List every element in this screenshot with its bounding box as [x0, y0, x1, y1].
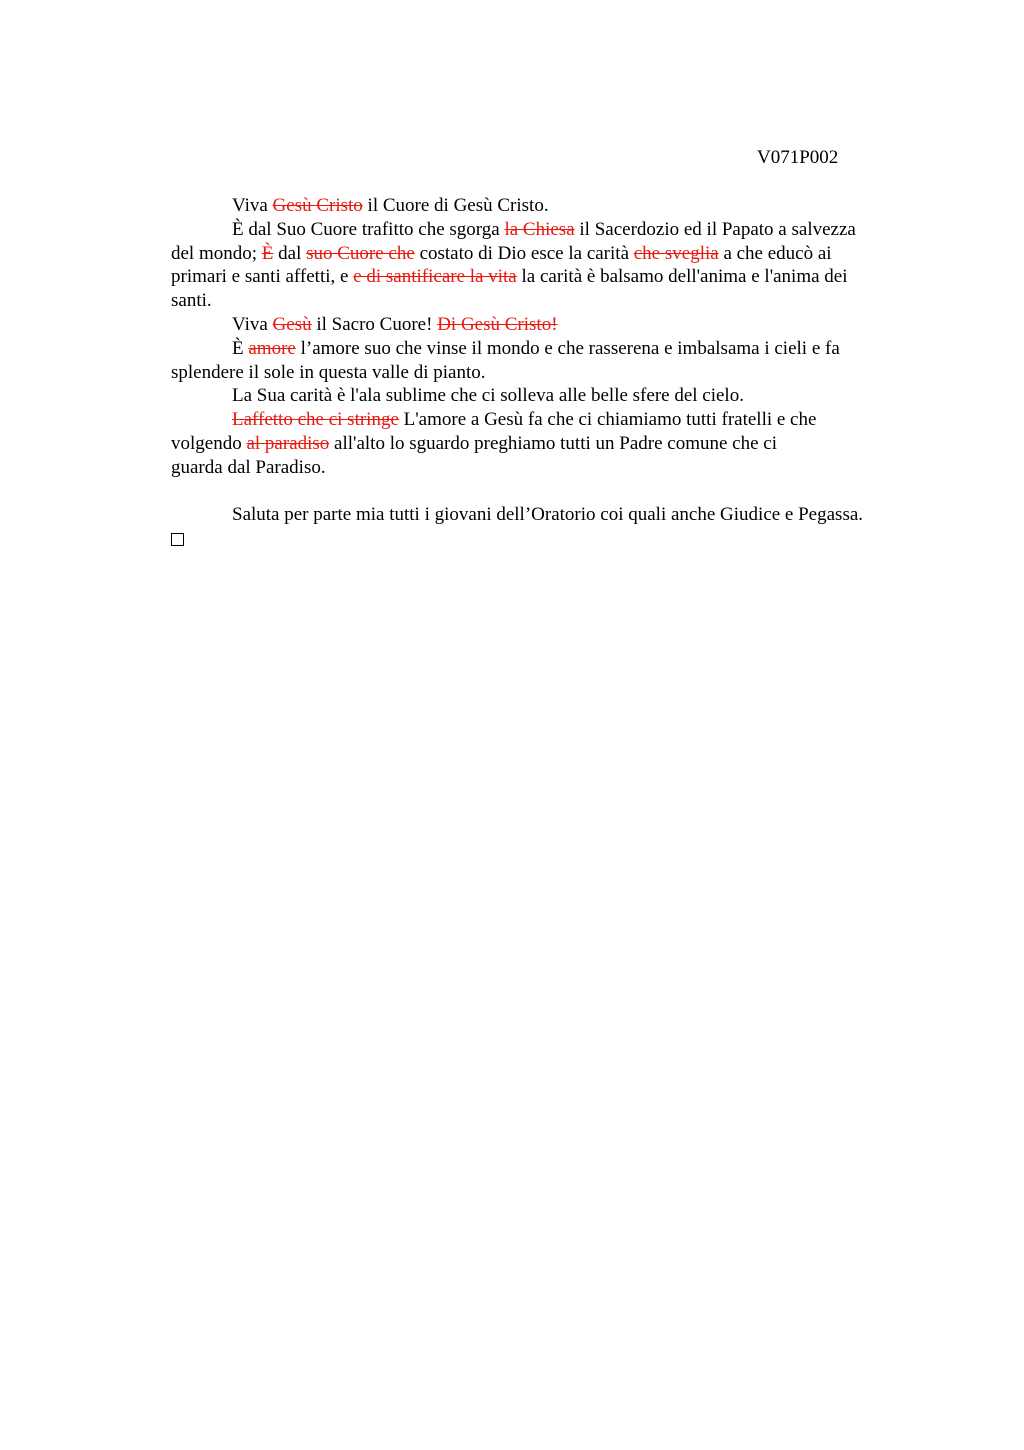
page-identifier: V071P002 — [757, 147, 839, 168]
paragraph-gap — [171, 480, 926, 504]
deleted-text: Gesù — [272, 313, 312, 335]
deleted-text: È — [261, 242, 274, 264]
text-segment: costato di Dio esce la carità — [414, 242, 634, 264]
paragraph — [171, 313, 926, 337]
text-line — [110, 456, 926, 480]
text-segment: a che educò ai — [718, 242, 832, 264]
text-line — [171, 218, 926, 242]
paragraph — [171, 194, 926, 218]
text-segment: primari e santi affetti, e — [171, 266, 354, 288]
text-line — [171, 503, 926, 527]
text-segment: Viva — [232, 313, 273, 335]
text-segment: guarda dal Paradiso. — [171, 456, 326, 478]
text-segment: all'alto lo sguardo preghiamo tutti un Padre comune che ci — [329, 432, 777, 454]
text-line — [171, 384, 926, 408]
paragraph — [171, 408, 926, 479]
text-segment: Saluta per parte mia tutti i giovani dell’Oratorio coi quali anche Giudice e Pegassa. — [232, 504, 864, 526]
deleted-text: al paradiso — [246, 432, 330, 454]
text-segment: La Sua carità è l'ala sublime che ci solleva alle belle sfere del cielo. — [232, 385, 744, 407]
text-segment: Viva — [232, 195, 273, 216]
paragraph — [171, 337, 926, 385]
deleted-text: amore — [248, 337, 296, 359]
text-line — [110, 265, 926, 289]
text-line — [110, 432, 926, 456]
text-line — [171, 194, 926, 218]
text-line — [110, 242, 926, 266]
text-segment: il Sacerdozio ed il Papato a salvezza — [574, 218, 856, 240]
deleted-text: e di santificare la vita — [353, 266, 517, 288]
deleted-text: che sveglia — [633, 242, 719, 264]
deleted-text: Laffetto che ci stringe — [232, 409, 399, 431]
text-line — [110, 361, 926, 385]
text-segment: l’amore suo che vinse il mondo e che rasserena e imbalsama i cieli e fa — [295, 337, 840, 359]
text-line — [171, 337, 926, 361]
empty-checkbox-icon — [171, 533, 184, 546]
text-line — [110, 289, 926, 313]
deleted-text: Di Gesù Cristo! — [437, 313, 558, 335]
document-body — [171, 194, 926, 552]
text-segment: dal — [273, 242, 307, 264]
text-segment: splendere il sole in questa valle di pianto. — [171, 361, 486, 383]
paragraph — [171, 503, 926, 527]
text-segment: del mondo; — [171, 242, 262, 264]
text-segment: il Sacro Cuore! — [311, 313, 438, 335]
paragraph — [171, 384, 926, 408]
text-segment: È — [232, 337, 249, 359]
deleted-text: Gesù Cristo — [272, 195, 363, 216]
text-line — [171, 408, 926, 432]
text-segment: la carità è balsamo dell'anima e l'anima dei — [516, 266, 848, 288]
text-segment: volgendo — [171, 432, 247, 454]
paragraph — [171, 218, 926, 313]
text-segment: santi. — [171, 290, 212, 312]
text-line — [171, 313, 926, 337]
text-segment: il Cuore di Gesù Cristo. — [362, 195, 549, 216]
deleted-text: suo Cuore che — [306, 242, 415, 264]
deleted-text: la Chiesa — [504, 218, 575, 240]
text-segment: L'amore a Gesù fa che ci chiamiamo tutti fratelli e che — [398, 409, 817, 431]
text-segment: È dal Suo Cuore trafitto che sgorga — [232, 218, 505, 240]
